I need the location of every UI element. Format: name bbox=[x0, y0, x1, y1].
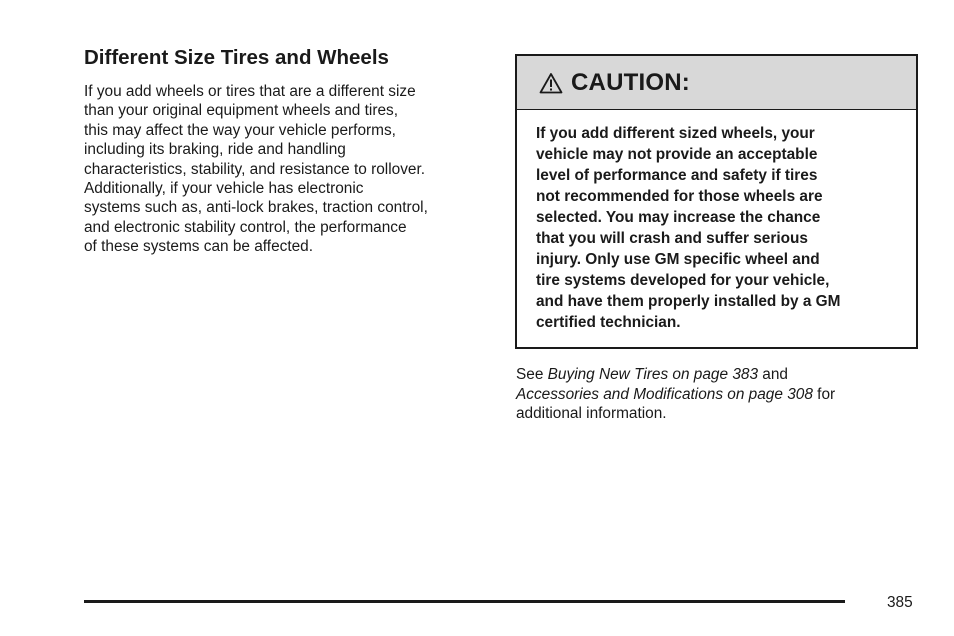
caution-line: tire systems developed for your vehicle, bbox=[536, 272, 830, 289]
body-line: of these systems can be affected. bbox=[84, 238, 313, 256]
caution-line: that you will crash and suffer serious bbox=[536, 230, 808, 247]
caution-line: injury. Only use GM specific wheel and bbox=[536, 251, 820, 268]
caution-line: certified technician. bbox=[536, 314, 681, 331]
body-line: systems such as, anti-lock brakes, traction control, bbox=[84, 199, 428, 217]
cross-reference-link[interactable]: Accessories and Modifications on page 308 bbox=[516, 385, 813, 403]
page-number: 385 bbox=[887, 594, 913, 611]
body-line: If you add wheels or tires that are a different size bbox=[84, 83, 416, 100]
caution-line: If you add different sized wheels, your bbox=[536, 125, 815, 142]
left-column bbox=[84, 44, 494, 257]
see-also-suffix: for bbox=[812, 385, 836, 403]
caution-line: not recommended for those wheels are bbox=[536, 188, 823, 205]
cross-reference-link[interactable]: Buying New Tires on page 383 bbox=[547, 366, 759, 383]
warning-triangle-icon bbox=[539, 72, 563, 94]
caution-line: selected. You may increase the chance bbox=[536, 209, 821, 226]
caution-line: level of performance and safety if tires bbox=[536, 167, 818, 184]
see-also-prefix: See bbox=[516, 366, 548, 383]
caution-title: CAUTION: bbox=[571, 68, 690, 96]
body-line: than your original equipment wheels and tires, bbox=[84, 102, 398, 120]
body-line: Additionally, if your vehicle has electronic bbox=[84, 180, 364, 198]
body-line: including its braking, ride and handling bbox=[84, 141, 346, 159]
body-line: this may affect the way your vehicle performs, bbox=[84, 121, 396, 139]
body-line: characteristics, stability, and resistance to rollover. bbox=[84, 160, 426, 178]
footer-rule bbox=[84, 600, 845, 603]
caution-header bbox=[517, 56, 916, 110]
caution-box bbox=[515, 54, 918, 349]
section-title: Different Size Tires and Wheels bbox=[84, 46, 389, 69]
caution-line: vehicle may not provide an acceptable bbox=[536, 146, 818, 163]
see-also-line bbox=[516, 385, 916, 405]
section-body bbox=[84, 82, 494, 257]
see-also-tail: additional information. bbox=[516, 405, 667, 422]
caution-body bbox=[517, 110, 916, 333]
see-also-paragraph bbox=[516, 365, 916, 424]
body-line: and electronic stability control, the performance bbox=[84, 218, 407, 236]
see-also-line bbox=[516, 365, 916, 385]
caution-line: and have them properly installed by a GM bbox=[536, 293, 841, 310]
see-also-middle: and bbox=[758, 366, 788, 383]
